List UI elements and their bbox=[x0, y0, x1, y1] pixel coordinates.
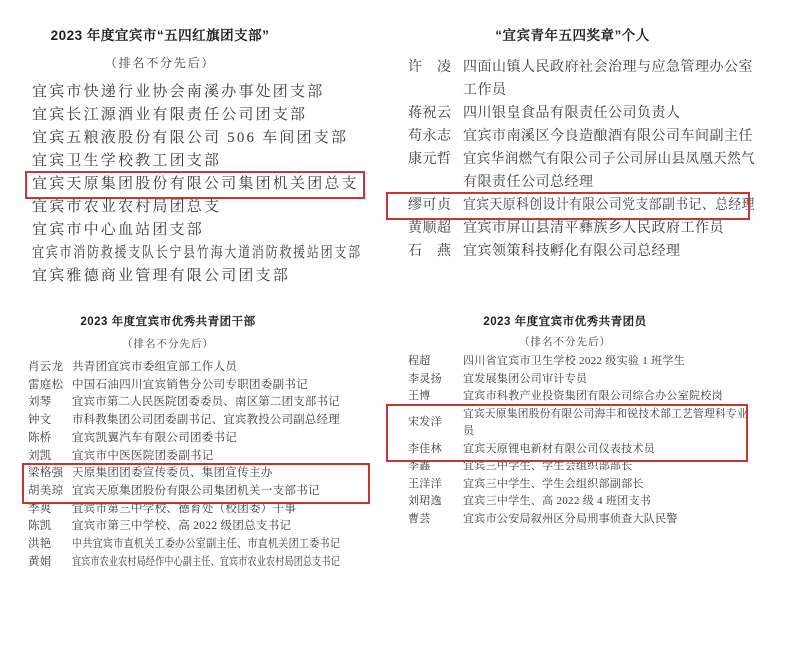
recipient-name: 蒋祝云 bbox=[408, 105, 452, 121]
description-line: 宜宾凯翼汽车有限公司团委书记 bbox=[72, 431, 238, 444]
section-red-flag-league-branches bbox=[0, 26, 362, 288]
recipient-description bbox=[463, 371, 587, 389]
recipient-name: 梁格强 bbox=[28, 467, 64, 480]
award-entry bbox=[390, 458, 740, 476]
entry-text: 宜宾天原集团股份有限公司集团机关团总支 bbox=[32, 175, 359, 192]
description-line: 中共宜宾市直机关工委办公室副主任、市直机关团工委书记 bbox=[72, 538, 341, 551]
description-line: 宜宾市第二人民医院团委委员、南区第二团支部书记 bbox=[72, 396, 340, 409]
award-entry bbox=[0, 448, 336, 466]
award-entry bbox=[390, 148, 755, 194]
award-entry bbox=[390, 493, 740, 511]
recipient-name: 李灵扬 bbox=[408, 372, 442, 385]
recipient-description bbox=[72, 430, 237, 448]
recipient-description bbox=[72, 501, 296, 519]
description-line: 宜宾市农业农村局经作中心副主任、宜宾市农业农村局团总支书记 bbox=[72, 555, 340, 568]
award-entry bbox=[390, 353, 740, 371]
recipient-description bbox=[463, 194, 755, 217]
recipient-description bbox=[72, 377, 308, 395]
description-line: 四川省宜宾市卫生学校 2022 级实验 1 班学生 bbox=[463, 355, 685, 367]
award-entry bbox=[390, 476, 740, 494]
recipient-description bbox=[72, 412, 340, 430]
award-entry bbox=[0, 104, 320, 127]
recipient-description bbox=[463, 493, 651, 511]
recipient-name: 陈凯 bbox=[28, 520, 52, 533]
recipient-description bbox=[463, 458, 633, 476]
award-entry bbox=[390, 194, 755, 217]
recipient-description bbox=[463, 56, 753, 102]
recipient-description bbox=[72, 518, 291, 536]
description-line: 宜宾市科教产业投资集团有限公司综合办公室院校岗 bbox=[463, 390, 723, 402]
entry-text: 宜宾市农业农村局团总支 bbox=[32, 198, 222, 215]
description-line: 宜宾三中学生、学生会组织部副部长 bbox=[463, 477, 644, 490]
award-entry bbox=[390, 56, 755, 102]
description-line: 宜发展集团公司审计专员 bbox=[463, 372, 588, 385]
recipient-description bbox=[463, 441, 655, 459]
description-line: 天原集团团委宣传委员、集团宣传主办 bbox=[72, 467, 273, 480]
recipient-description bbox=[72, 359, 237, 377]
entry-text: 宜宾长江源酒业有限责任公司团支部 bbox=[32, 106, 308, 123]
recipient-name: 陈桥 bbox=[28, 431, 52, 444]
entry-text: 宜宾市中心血站团支部 bbox=[32, 221, 205, 238]
award-entry bbox=[0, 394, 340, 412]
recipient-name: 李爽 bbox=[28, 502, 52, 515]
description-line: 宜宾领策科技孵化有限公司总经理 bbox=[463, 243, 681, 259]
section-outstanding-league-cadres bbox=[0, 312, 341, 571]
recipient-description bbox=[72, 483, 320, 501]
description-line: 宜宾天原集团股份有限公司海丰和锐技术部工艺管理科专业 bbox=[463, 407, 748, 420]
entry-text: 宜宾市快递行业协会南溪办事处团支部 bbox=[32, 83, 325, 100]
recipient-name: 王博 bbox=[408, 390, 431, 402]
description-line: 员 bbox=[463, 425, 475, 437]
recipient-description bbox=[463, 217, 724, 240]
description-line: 有限责任公司总经理 bbox=[463, 174, 594, 190]
description-line: 宜宾市南溪区今良造酿酒有限公司车间副主任 bbox=[463, 128, 753, 144]
recipient-name: 黄顺超 bbox=[408, 220, 452, 236]
recipient-description bbox=[463, 406, 748, 441]
recipient-description bbox=[463, 476, 644, 494]
recipient-description bbox=[72, 465, 273, 483]
entry-text: 宜宾市消防救援支队长宁县竹海大道消防救援站团支部 bbox=[32, 244, 362, 261]
recipient-name: 程超 bbox=[408, 355, 431, 367]
recipient-name: 钟文 bbox=[28, 414, 52, 427]
award-entry bbox=[0, 412, 340, 430]
award-entry bbox=[0, 377, 336, 395]
description-line: 宜宾市第三中学校、德育处（校团委）干事 bbox=[72, 502, 297, 515]
recipient-description bbox=[463, 102, 681, 125]
description-line: 共青团宜宾市委组宣部工作人员 bbox=[72, 361, 238, 373]
award-entry bbox=[0, 81, 325, 104]
section-title: 2023 年度宜宾市“五四红旗团支部” bbox=[50, 28, 270, 43]
recipient-description bbox=[72, 448, 214, 466]
recipient-description bbox=[72, 394, 340, 412]
award-entry bbox=[390, 125, 755, 148]
recipient-description bbox=[72, 554, 340, 572]
award-entry bbox=[0, 518, 336, 536]
description-line: 四川银皇食品有限责任公司负责人 bbox=[463, 105, 681, 121]
award-entry bbox=[0, 242, 362, 265]
recipient-name: 李佳林 bbox=[408, 442, 442, 455]
section-may-fourth-medal-individuals bbox=[390, 26, 755, 263]
description-line: 宜宾三中学生、学生会组织部部长 bbox=[463, 460, 633, 472]
recipient-name: 缪可贞 bbox=[408, 197, 452, 213]
award-entry bbox=[0, 536, 341, 554]
recipient-name: 胡美琼 bbox=[28, 484, 64, 497]
section-title: 2023 年度宜宾市优秀共青团干部 bbox=[80, 316, 256, 328]
recipient-name: 宋发洋 bbox=[408, 416, 442, 429]
description-line: 宜宾市公安局叙州区分局刑事侦查大队民警 bbox=[463, 512, 678, 525]
description-line: 宜宾天原集团股份有限公司集团机关一支部书记 bbox=[72, 484, 320, 497]
award-entry bbox=[390, 388, 740, 406]
medal-individuals-list bbox=[390, 56, 755, 263]
recipient-description bbox=[463, 148, 755, 194]
award-entry bbox=[0, 127, 349, 150]
section-title: 2023 年度宜宾市优秀共青团员 bbox=[483, 316, 647, 328]
recipient-name: 刘凯 bbox=[28, 449, 52, 462]
award-entry bbox=[0, 465, 336, 483]
cadres-list bbox=[0, 359, 341, 571]
description-line: 工作员 bbox=[463, 82, 507, 98]
section-subtitle: （排名不分先后） bbox=[519, 337, 611, 348]
award-entry bbox=[390, 240, 755, 263]
award-entry bbox=[0, 554, 340, 572]
award-entry bbox=[390, 441, 740, 459]
description-line: 宜宾市第三中学校、高 2022 级团总支书记 bbox=[72, 520, 292, 533]
recipient-name: 许 凌 bbox=[408, 59, 452, 75]
description-line: 宜宾天原锂电新材有限公司仪表技术员 bbox=[463, 442, 656, 455]
award-entry bbox=[390, 102, 755, 125]
recipient-description bbox=[463, 388, 723, 406]
branch-list bbox=[0, 81, 362, 288]
entry-text: 宜宾卫生学校教工团支部 bbox=[32, 152, 222, 169]
section-subtitle: （排名不分先后） bbox=[122, 339, 214, 350]
section-outstanding-league-members bbox=[390, 312, 748, 528]
award-entry bbox=[0, 483, 336, 501]
award-entry bbox=[0, 196, 320, 219]
recipient-description bbox=[72, 536, 341, 554]
description-line: 宜宾市屏山县清平彝族乡人民政府工作员 bbox=[463, 220, 724, 236]
description-line: 宜宾华润燃气有限公司子公司屏山县凤凰天然气 bbox=[463, 151, 756, 167]
recipient-name: 曹芸 bbox=[408, 512, 431, 525]
recipient-name: 刘珺逸 bbox=[408, 495, 442, 507]
recipient-name: 康元哲 bbox=[408, 151, 452, 167]
section-subtitle: （排名不分先后） bbox=[104, 56, 216, 70]
award-entry bbox=[0, 430, 336, 448]
recipient-name: 洪艳 bbox=[28, 538, 52, 551]
award-entry bbox=[0, 359, 336, 377]
recipient-name: 石 燕 bbox=[408, 243, 452, 259]
recipient-description bbox=[463, 240, 681, 263]
award-entry bbox=[390, 217, 755, 240]
recipient-name: 李鑫 bbox=[408, 460, 431, 472]
recipient-name: 刘琴 bbox=[28, 396, 52, 409]
recipient-name: 王洋洋 bbox=[408, 477, 442, 490]
description-line: 宜宾三中学生、高 2022 级 4 班团支书 bbox=[463, 495, 652, 507]
entry-text: 宜宾雅德商业管理有限公司团支部 bbox=[32, 267, 291, 284]
section-title: “宜宾青年五四奖章”个人 bbox=[495, 28, 650, 43]
recipient-name: 苟永志 bbox=[408, 128, 452, 144]
entry-text: 宜宾五粮液股份有限公司 506 车间团支部 bbox=[32, 129, 349, 146]
award-entry bbox=[0, 265, 320, 288]
recipient-description bbox=[463, 125, 753, 148]
recipient-description bbox=[463, 353, 685, 371]
award-entry bbox=[0, 501, 336, 519]
description-line: 市科教集团公司团委副书记、宜宾教投公司副总经理 bbox=[72, 414, 340, 427]
description-line: 中国石油四川宜宾销售分公司专职团委副书记 bbox=[72, 378, 308, 391]
recipient-name: 雷庭松 bbox=[28, 378, 64, 391]
recipient-name: 肖云龙 bbox=[28, 361, 64, 373]
recipient-name: 黄娟 bbox=[28, 555, 52, 568]
description-line: 宜宾市中医医院团委副书记 bbox=[72, 449, 214, 462]
award-entry bbox=[390, 511, 740, 529]
members-list bbox=[390, 353, 748, 528]
award-entry bbox=[0, 173, 359, 196]
award-entry bbox=[390, 371, 740, 389]
award-entry bbox=[0, 150, 320, 173]
recipient-description bbox=[463, 511, 678, 529]
award-entry bbox=[0, 219, 320, 242]
description-line: 宜宾天原科创设计有限公司党支部副书记、总经理 bbox=[463, 197, 755, 213]
award-entry bbox=[390, 406, 748, 441]
description-line: 四面山镇人民政府社会治理与应急管理办公室 bbox=[463, 59, 753, 75]
